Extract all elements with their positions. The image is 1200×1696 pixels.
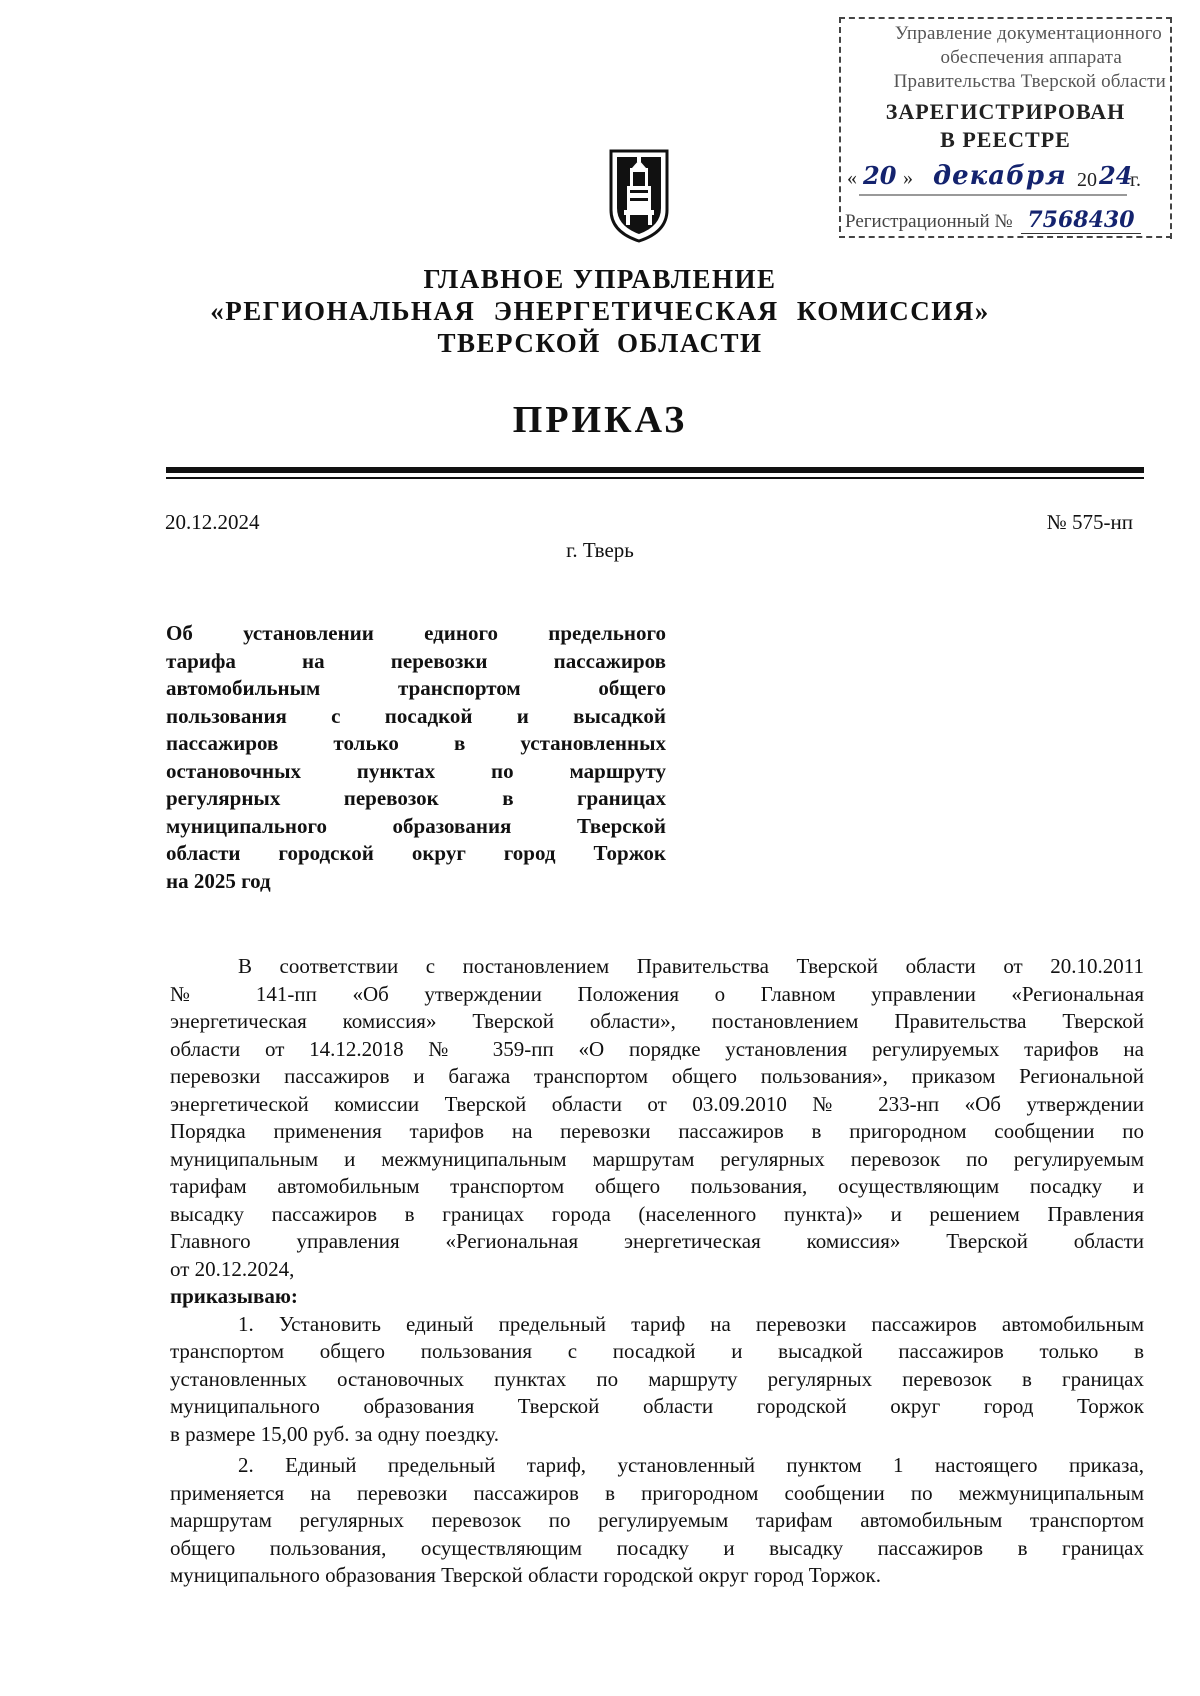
preamble-line: энергетической комиссии Тверской области от 03.09.2010 № 233-нп «Об утверждении [170, 1091, 1144, 1116]
subject-line: регулярных перевозок в границах [166, 786, 666, 810]
stamp-in-registry: В РЕЕСТРЕ [940, 127, 1071, 152]
document-type-title: ПРИКАЗ [512, 399, 688, 441]
item-1-line: установленных остановочных пунктах по маршруту регулярных перевозок в границах [170, 1366, 1144, 1391]
item-1-line: 1. Установить единый предельный тариф на перевозки пассажиров автомобильным [238, 1311, 1144, 1336]
header-divider [166, 477, 1144, 479]
registration-stamp [839, 17, 1172, 239]
preamble-line: В соответствии с постановлением Правительства Тверской области от 20.10.2011 [238, 954, 1144, 978]
document-number: № 575-нп [1046, 510, 1133, 534]
preamble-line: Порядка применения тарифов на перевозки пассажиров в пригородном сообщении по [170, 1119, 1144, 1143]
item-2-line: муниципального образования Тверской области городской округ город Торжок. [170, 1563, 881, 1587]
preamble-line: высадку пассажиров в границах города (населенного пункта)» и решением Правления [170, 1201, 1144, 1226]
document-subject [166, 620, 666, 895]
header-divider [166, 467, 1144, 473]
item-2-line: применяется на перевозки пассажиров в пригородном сообщении по межмуниципальным [170, 1480, 1144, 1505]
stamp-date: « 20 » декабря 20 24 г. [845, 163, 1165, 199]
stamp-year-suffix: 24 [1099, 161, 1133, 190]
item-2-line: общего пользования, осуществляющим посадку и высадку пассажиров в границах [170, 1535, 1144, 1560]
subject-line: области городской округ город Торжок [166, 841, 666, 865]
stamp-date-underline [859, 193, 1129, 199]
stamp-line-1: Управление документационного [894, 23, 1162, 44]
preamble-line: Главного управления «Региональная энергетическая комиссия» Тверской области [170, 1229, 1144, 1253]
stamp-border [1170, 17, 1172, 239]
preamble-line: от 20.12.2024, [170, 1256, 295, 1281]
subject-line: муниципального образования Тверской [166, 813, 666, 838]
item-1-line: муниципального образования Тверской области городской округ город Торжок [170, 1394, 1144, 1418]
org-name-line-2: «РЕГИОНАЛЬНАЯ ЭНЕРГЕТИЧЕСКАЯ КОМИССИЯ» [210, 296, 990, 326]
subject-line: тарифа на перевозки пассажиров [166, 648, 666, 673]
item-2-line: 2. Единый предельный тариф, установленный пунктом 1 настоящего приказа, [238, 1453, 1144, 1477]
stamp-registered: ЗАРЕГИСТРИРОВАН [885, 99, 1126, 124]
stamp-reg-line [845, 207, 1165, 233]
subject-line: пассажиров только в установленных [166, 731, 666, 755]
preamble-line: энергетическая комиссия» Тверской области», постановлением Правительства Тверской [170, 1009, 1144, 1033]
stamp-month: декабря [933, 161, 1067, 191]
subject-line: остановочных пунктах по маршруту [166, 758, 666, 783]
document-date: 20.12.2024 [165, 510, 260, 534]
stamp-year-prefix: 20 [1077, 169, 1097, 191]
document-city: г. Тверь [566, 538, 634, 562]
item-1-line: транспортом общего пользования с посадкой и высадкой пассажиров только в [170, 1339, 1144, 1363]
stamp-reg-number: 7568430 [1021, 207, 1140, 234]
item-1-line: в размере 15,00 руб. за одну поездку. [170, 1421, 499, 1446]
preamble-line: перевозки пассажиров и багажа транспортом общего пользования», приказом Региональной [170, 1064, 1144, 1088]
preamble-line: № 141-пп «Об утверждении Положения о Главном управлении «Региональная [170, 981, 1144, 1006]
org-name-line-3: ТВЕРСКОЙ ОБЛАСТИ [437, 328, 763, 358]
stamp-day: 20 [863, 161, 897, 190]
stamp-border [839, 17, 841, 232]
document-body [170, 953, 1144, 1590]
stamp-border [839, 17, 1172, 19]
stamp-reg-label: Регистрационный № [845, 211, 1013, 232]
subject-line: автомобильным транспортом общего [166, 676, 666, 700]
preamble-line: области от 14.12.2018 № 359-пп «О порядке установления регулируемых тарифов на [170, 1036, 1144, 1061]
org-name-line-1: ГЛАВНОЕ УПРАВЛЕНИЕ [423, 264, 777, 294]
preamble-line: тарифам автомобильным транспортом общего пользования, осуществляющим посадку и [170, 1174, 1144, 1198]
stamp-border [839, 236, 1172, 238]
preamble-line: муниципальным и межмуниципальным маршрутам регулярных перевозок по регулируемым [170, 1146, 1144, 1171]
item-2-line: маршрутам регулярных перевозок по регулируемым тарифам автомобильным транспортом [170, 1508, 1144, 1532]
stamp-year-end: г. [1130, 169, 1141, 191]
subject-line: пользования с посадкой и высадкой [166, 703, 666, 728]
stamp-line-3: Правительства Тверской области [893, 71, 1166, 92]
subject-line: на 2025 год [166, 868, 271, 893]
tver-coat-of-arms-icon [608, 148, 670, 244]
subject-line: Об установлении единого предельного [166, 621, 666, 645]
stamp-line-2: обеспечения аппарата [940, 47, 1122, 68]
order-word: приказываю: [170, 1284, 298, 1308]
